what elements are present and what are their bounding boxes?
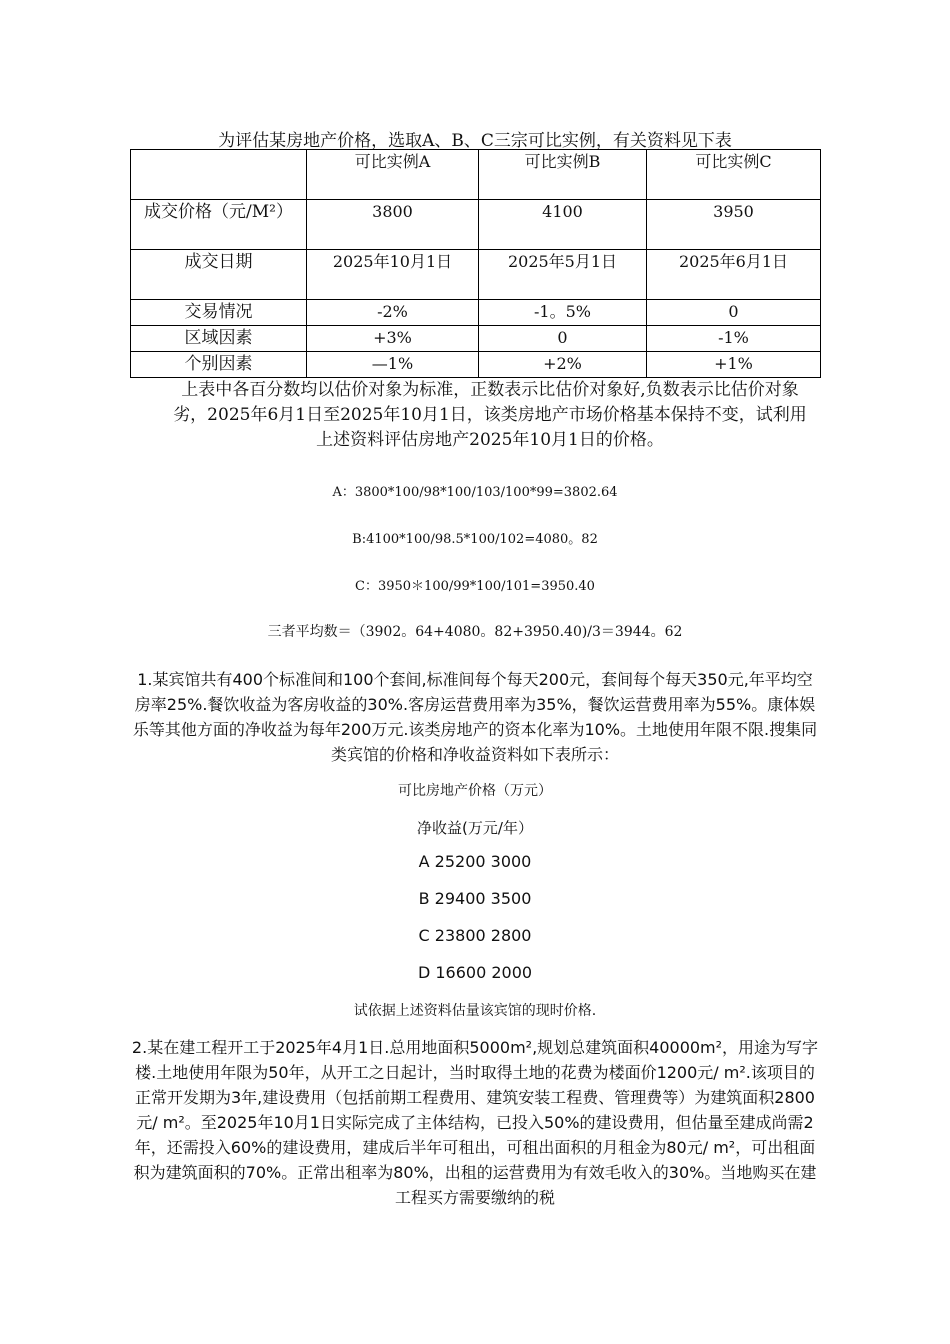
table-row (131, 352, 821, 378)
question-1-ask: 试依据上述资料估量该宾馆的现时价格. (353, 1003, 597, 1019)
note-paragraph: 上表中各百分数均以估价对象为标准，正数表示比估价对象好,负数表示比估价对象劣，2025年6月1日至2025年10月1日，该类房地产市场价格基本保持不变，试利用上述资料评估房地产2025年10月1日的价格。 (173, 380, 807, 450)
row-label: 个别因素 (131, 352, 307, 378)
column-header-price: 可比房地产价格（万元） (398, 783, 552, 799)
calc-line-c: C：3950＊100/99*100/101=3950.40 (355, 579, 595, 594)
row-label: 区域因素 (131, 326, 307, 352)
table-header-cell: 可比实例A (307, 150, 479, 200)
table-cell: -1。5% (479, 300, 647, 326)
table-cell: 2025年6月1日 (647, 250, 821, 300)
table-cell: —1% (307, 352, 479, 378)
comparable-table (130, 149, 821, 378)
list-item: C 23800 2800 (418, 926, 532, 945)
question-2-paragraph: 2.某在建工程开工于2025年4月1日.总用地面积5000m²,规划总建筑面积40000m²，用途为写字楼.土地使用年限为50年，从开工之日起计，当时取得土地的花费为楼面价1200元/ m².该项目的正常开发期为3年,建设费用（包括前期工程费用、建筑安装工程费、管理费等）为建筑面积2800元/ m²。至2025年10月1日实际完成了主体结构，已投入50%的建设费用，但估量至建成尚需2年，还需投入60%的建设费用，建成后半年可租出，可租出面积的月租金为80元/ m²，可出租面积为建筑面积的70%。正常出租率为80%，出租的运营费用为有效毛收入的30%。当地购买在建工程买方需要缴纳的税 (131, 1038, 819, 1207)
table-row (131, 326, 821, 352)
table-header-cell: 可比实例C (647, 150, 821, 200)
table-header-cell (131, 150, 307, 200)
table-cell: 0 (647, 300, 821, 326)
table-cell: +3% (307, 326, 479, 352)
row-label: 成交价格（元/M²） (131, 200, 307, 250)
table-header-row (131, 150, 821, 200)
row-label: 交易情况 (131, 300, 307, 326)
table-cell: -2% (307, 300, 479, 326)
table-cell: 2025年10月1日 (307, 250, 479, 300)
table-cell: 2025年5月1日 (479, 250, 647, 300)
table-header-cell: 可比实例B (479, 150, 647, 200)
table-cell: -1% (647, 326, 821, 352)
table-cell: 4100 (479, 200, 647, 250)
table-cell: 3950 (647, 200, 821, 250)
list-item: D 16600 2000 (417, 963, 533, 982)
average-line: 三者平均数＝（3902。64+4080。82+3950.40)/3＝3944。62 (267, 624, 683, 640)
table-row (131, 200, 821, 250)
list-item: A 25200 3000 (418, 852, 532, 871)
table-cell: 0 (479, 326, 647, 352)
calc-line-b: B:4100*100/98.5*100/102=4080。82 (352, 532, 598, 547)
table-cell: 3800 (307, 200, 479, 250)
question-1-paragraph: 1.某宾馆共有400个标准间和100个套间,标准间每个每天200元，套间每个每天350元,年平均空房率25%.餐饮收益为客房收益的30%.客房运营费用率为35%，餐饮运营费用率为55%。康体娱乐等其他方面的净收益为每年200万元.该类房地产的资本化率为10%。土地使用年限不限.搜集同类宾馆的价格和净收益资料如下表所示： (132, 670, 818, 764)
column-header-income: 净收益(万元/年） (417, 819, 533, 837)
list-item: B 29400 3500 (418, 889, 532, 908)
intro-title: 为评估某房地产价格，选取A、B、C三宗可比实例，有关资料见下表 (218, 131, 732, 151)
table-row (131, 300, 821, 326)
table-cell: +1% (647, 352, 821, 378)
table-row (131, 250, 821, 300)
row-label: 成交日期 (131, 250, 307, 300)
calc-line-a: A：3800*100/98*100/103/100*99=3802.64 (332, 485, 618, 500)
table-cell: +2% (479, 352, 647, 378)
